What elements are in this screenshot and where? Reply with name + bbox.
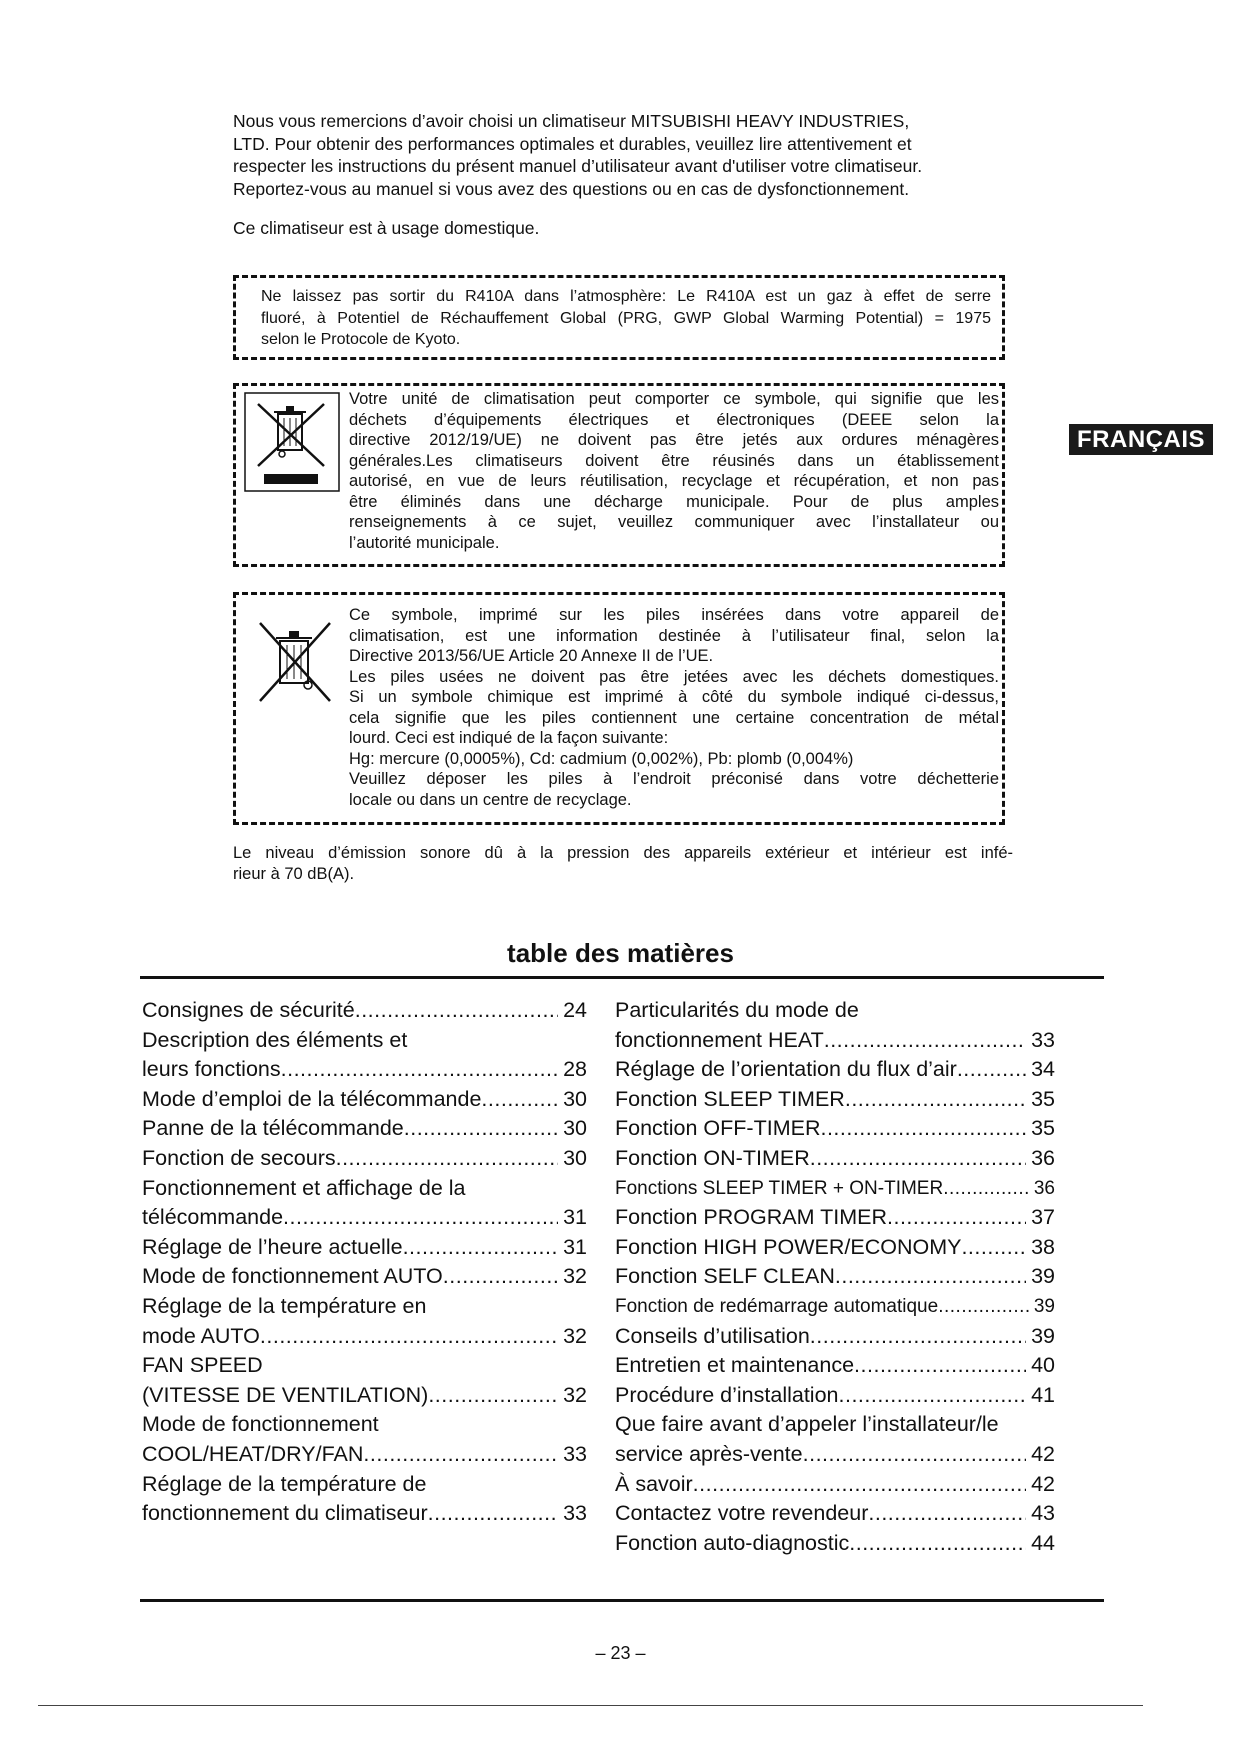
- toc-entry[interactable]: Fonction OFF-TIMER ..... 35: [615, 1114, 1055, 1144]
- intro-line: Reportez-vous au manuel si vous avez des questions ou en cas de dysfonctionnement.: [233, 178, 910, 199]
- toc-entry[interactable]: Particularités du mode de: [615, 998, 859, 1022]
- toc-entry[interactable]: Que faire avant d’appeler l’installateur/le: [615, 1412, 999, 1437]
- battery-line: Les piles usées ne doivent pas être jetées avec les déchets domestiques.: [349, 667, 999, 686]
- toc-entry[interactable]: Mode de fonctionnement: [142, 1412, 379, 1437]
- toc-entry[interactable]: Contactez votre revendeur ..... 43: [615, 1499, 1055, 1529]
- toc-entry[interactable]: Réglage de l’orientation du flux d’air ..... 34: [615, 1055, 1055, 1085]
- battery-line: Hg: mercure (0,0005%), Cd: cadmium (0,002%), Pb: plomb (0,004%): [349, 749, 854, 768]
- battery-crossed-bin-icon: [256, 617, 336, 707]
- intro-paragraph: [233, 110, 1013, 200]
- toc-entry[interactable]: Réglage de la température de: [142, 1471, 427, 1496]
- battery-line: Veuillez déposer les piles à l’endroit préconisé dans votre déchetterie: [349, 770, 999, 788]
- toc-left-column: [142, 996, 587, 1529]
- weee-line: Votre unité de climatisation peut comporter ce symbole, qui signifie que les: [349, 390, 999, 408]
- battery-line: locale ou dans un centre de recyclage.: [349, 790, 632, 809]
- battery-notice-box: [233, 592, 1005, 825]
- weee-line: générales.Les climatiseurs doivent être réusinés dans un établissement: [349, 451, 999, 470]
- intro-line: Nous vous remercions d’avoir choisi un climatiseur MITSUBISHI HEAVY INDUSTRIES,: [233, 111, 910, 131]
- noise-line: rieur à 70 dB(A).: [233, 865, 355, 883]
- toc-entry[interactable]: Fonctions SLEEP TIMER + ON-TIMER ..... 36: [615, 1174, 1055, 1204]
- toc-entry[interactable]: Fonction SLEEP TIMER ..... 35: [615, 1085, 1055, 1115]
- toc-entry[interactable]: Réglage de l’heure actuelle ..... 31: [142, 1233, 587, 1263]
- battery-line: Si un symbole chimique est imprimé à côté du symbole indiqué ci-dessus,: [349, 688, 999, 706]
- toc-entry[interactable]: Fonction ON-TIMER ..... 36: [615, 1144, 1055, 1174]
- noise-level-note: [233, 843, 1013, 885]
- toc-entry[interactable]: Fonction de secours ..... 30: [142, 1144, 587, 1174]
- toc-entry[interactable]: Fonction auto-diagnostic ..... 44: [615, 1529, 1055, 1559]
- toc-entry[interactable]: fonctionnement du climatiseur ..... 33: [142, 1499, 587, 1529]
- weee-notice-box: [233, 383, 1005, 567]
- battery-line: Directive 2013/56/UE Article 20 Annexe II de l’UE.: [349, 647, 714, 665]
- toc-entry[interactable]: Conseils d’utilisation ..... 39: [615, 1322, 1055, 1352]
- intro-line: respecter les instructions du présent manuel d’utilisateur avant d'utiliser votre climatiseur.: [233, 156, 923, 176]
- weee-line: directive 2012/19/UE) ne doivent pas être jetés aux ordures ménagères: [349, 431, 999, 449]
- toc-title: table des matières: [507, 938, 734, 968]
- toc-entry[interactable]: Fonction HIGH POWER/ECONOMY ..... 38: [615, 1233, 1055, 1263]
- weee-line: renseignements à ce sujet, veuillez communiquer avec l’installateur ou: [349, 513, 999, 531]
- r410a-notice-box: [233, 275, 1005, 360]
- toc-right-column: [615, 996, 1055, 1558]
- toc-entry[interactable]: Panne de la télécommande ..... 30: [142, 1114, 587, 1144]
- toc-entry[interactable]: leurs fonctions ..... 28: [142, 1055, 587, 1085]
- domestic-use-note: Ce climatiseur est à usage domestique.: [233, 218, 540, 238]
- battery-line: cela signifie que les piles contiennent une certaine concentration de métal: [349, 708, 999, 727]
- footer-rule: [38, 1705, 1143, 1706]
- toc-entry[interactable]: Mode de fonctionnement AUTO ..... 32: [142, 1262, 587, 1292]
- toc-entry[interactable]: Entretien et maintenance ..... 40: [615, 1351, 1055, 1381]
- weee-line: autorisé, en vue de leurs réutilisation, recyclage et récupération, et non pas: [349, 472, 999, 490]
- weee-line: l’autorité municipale.: [349, 533, 500, 552]
- toc-entry[interactable]: Mode d’emploi de la télécommande ..... 30: [142, 1085, 587, 1115]
- toc-entry[interactable]: Fonction PROGRAM TIMER ..... 37: [615, 1203, 1055, 1233]
- toc-entry[interactable]: Procédure d’installation ..... 41: [615, 1381, 1055, 1411]
- toc-entry[interactable]: COOL/HEAT/DRY/FAN ..... 33: [142, 1440, 587, 1470]
- toc-top-rule: [140, 976, 1104, 979]
- battery-line: climatisation, est une information destinée à l’utilisateur final, selon la: [349, 626, 999, 645]
- toc-entry[interactable]: mode AUTO ..... 32: [142, 1322, 587, 1352]
- toc-bottom-rule: [140, 1599, 1104, 1602]
- weee-line: déchets d’équipements électriques et électroniques (DEEE selon la: [349, 410, 999, 429]
- toc-entry[interactable]: Fonction SELF CLEAN ..... 39: [615, 1262, 1055, 1292]
- toc-entry[interactable]: À savoir ..... 42: [615, 1470, 1055, 1500]
- noise-line: Le niveau d’émission sonore dû à la pression des appareils extérieur et intérieur est infé-: [233, 844, 1013, 862]
- toc-entry[interactable]: Consignes de sécurité ..... 24: [142, 996, 587, 1026]
- toc-entry[interactable]: télécommande ..... 31: [142, 1203, 587, 1233]
- page-number: – 23 –: [595, 1643, 646, 1663]
- battery-line: Ce symbole, imprimé sur les piles insérées dans votre appareil de: [349, 606, 999, 624]
- toc-entry[interactable]: service après-vente ..... 42: [615, 1440, 1055, 1470]
- r410a-line: selon le Protocole de Kyoto.: [261, 331, 461, 348]
- toc-entry[interactable]: (VITESSE DE VENTILATION) ..... 32: [142, 1381, 587, 1411]
- weee-line: être éliminés dans une décharge municipale. Pour de plus amples: [349, 492, 999, 511]
- toc-entry[interactable]: Fonctionnement et affichage de la: [142, 1175, 466, 1200]
- toc-entry[interactable]: fonctionnement HEAT ..... 33: [615, 1026, 1055, 1056]
- toc-entry[interactable]: Réglage de la température en: [142, 1293, 427, 1318]
- r410a-line: Ne laissez pas sortir du R410A dans l’atmosphère: Le R410A est un gaz à effet de serre: [261, 288, 991, 305]
- weee-crossed-bin-icon: [244, 392, 340, 492]
- r410a-line: fluoré, à Potentiel de Réchauffement Global (PRG, GWP Global Warming Potential) = 1975: [261, 309, 991, 327]
- toc-entry[interactable]: Description des éléments et: [142, 1027, 408, 1052]
- battery-line: lourd. Ceci est indiqué de la façon suivante:: [349, 729, 669, 747]
- language-badge: FRANÇAIS: [1069, 424, 1213, 455]
- toc-entry[interactable]: Fonction de redémarrage automatique ..... 39: [615, 1292, 1055, 1322]
- intro-line: LTD. Pour obtenir des performances optimales et durables, veuillez lire attentivement et: [233, 133, 912, 154]
- toc-entry[interactable]: FAN SPEED: [142, 1353, 263, 1378]
